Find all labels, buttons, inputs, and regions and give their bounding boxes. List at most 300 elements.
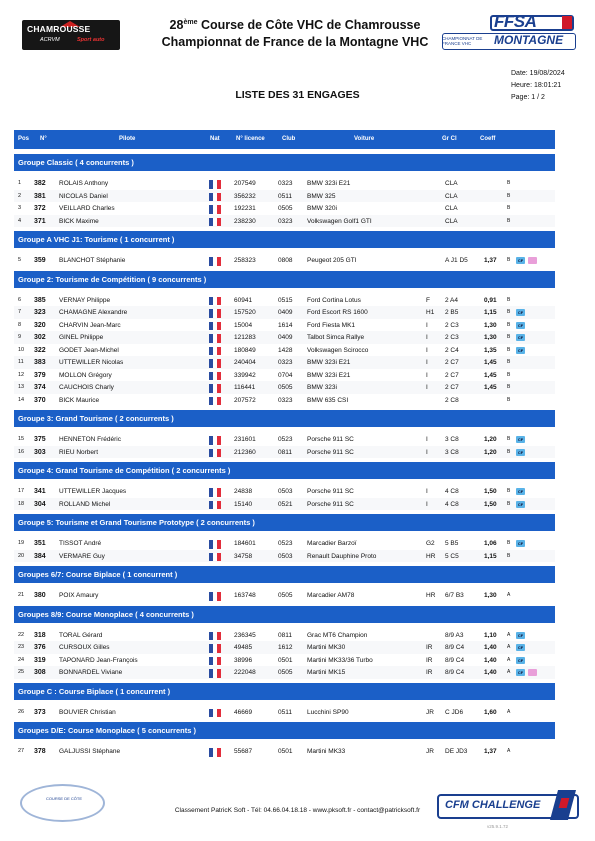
table-row (14, 654, 555, 667)
cell-number: 376 (34, 644, 46, 651)
cell-position: 26 (18, 708, 25, 715)
print-date: Date: 19/08/2024 (511, 70, 565, 77)
france-flag-icon (209, 632, 221, 641)
cell-club: 0811 (278, 448, 292, 456)
cell-number: 323 (34, 309, 46, 316)
cell-position: 6 (18, 296, 22, 303)
cell-position: 9 (18, 334, 22, 340)
cell-car: BMW 325 (307, 192, 336, 200)
table-row (14, 745, 555, 758)
cell-coefficient: 1,35 (484, 346, 497, 354)
cell-club: 0505 (278, 205, 293, 212)
cell-driver: TORAL Gérard (59, 631, 103, 639)
cell-position: 24 (18, 656, 25, 663)
france-flag-icon (209, 193, 221, 202)
table-row (14, 498, 555, 511)
cell-position: 22 (18, 631, 25, 638)
cell-car: Lucchini SP90 (307, 708, 349, 716)
title-number: 28 (169, 18, 184, 33)
cell-group-class: CLA (445, 180, 458, 187)
col-club: Club (282, 136, 296, 142)
cell-club: 0323 (278, 217, 293, 225)
table-row (14, 344, 555, 357)
col-no: N° (40, 136, 47, 142)
cell-licence: 34758 (234, 552, 253, 560)
cell-driver: ROLAIS Anthony (59, 180, 109, 187)
cell-category: JR (426, 708, 434, 716)
col-voiture: Voiture (354, 136, 375, 142)
cell-licence: 15140 (234, 500, 253, 508)
cell-series: B (507, 217, 511, 224)
france-flag-icon (209, 501, 221, 510)
cell-position: 18 (18, 500, 25, 507)
logo-line3: Sport auto (77, 37, 105, 43)
cell-driver: MOLLON Grégory (59, 371, 112, 379)
cell-club: 0501 (278, 748, 293, 755)
cell-club: 0704 (278, 371, 293, 379)
cell-group-class: 8/9 C4 (445, 644, 465, 651)
ffsa-brand: FFSA (494, 12, 537, 31)
cell-club: 0503 (278, 488, 293, 495)
cell-coefficient: 1,06 (484, 540, 497, 547)
group-header: Groupe A VHC J1: Tourisme ( 1 concurrent ) (14, 231, 555, 248)
cell-licence: 339942 (234, 371, 256, 379)
cf-badge: CF (517, 322, 524, 328)
cell-coefficient: 1,40 (484, 669, 497, 676)
cell-coefficient: 1,30 (484, 321, 497, 329)
france-flag-icon (209, 436, 221, 445)
cell-coefficient: 0,91 (484, 296, 497, 304)
cf-badge: CF (517, 489, 524, 494)
cell-position: 3 (18, 205, 22, 211)
cfm-text: CFM CHALLENGE (445, 799, 541, 811)
cell-car: BMW 320i (307, 205, 337, 212)
cell-driver: BLANCHOT Stéphanie (59, 257, 126, 264)
cell-car: Talbot Simca Rallye (307, 334, 365, 341)
cell-coefficient: 1,10 (484, 631, 497, 639)
cf-badge: CF (517, 437, 524, 442)
cf-badge: CF (517, 645, 524, 650)
table-row (14, 202, 555, 215)
cell-car: Porsche 911 SC (307, 488, 354, 495)
group-header: Groupe C : Course Biplace ( 1 concurrent ) (14, 683, 555, 700)
cell-club: 0515 (278, 296, 293, 304)
france-flag-icon (209, 372, 221, 381)
cell-licence: 24838 (234, 488, 253, 495)
cell-licence: 49485 (234, 644, 253, 651)
cell-number: 308 (34, 669, 46, 676)
cell-position: 4 (18, 217, 22, 224)
cell-club: 0511 (278, 708, 292, 716)
cell-number: 341 (34, 488, 46, 495)
cell-number: 379 (34, 371, 46, 379)
cell-number: 374 (34, 384, 46, 391)
page-title (150, 14, 440, 51)
table-row (14, 641, 555, 654)
cell-group-class: A J1 D5 (445, 257, 468, 264)
cell-series: A (507, 708, 511, 715)
cell-number: 319 (34, 656, 46, 664)
cell-series: A (507, 669, 511, 675)
cell-series: B (507, 205, 511, 211)
cf-badge: CF (517, 541, 524, 546)
cell-series: B (507, 192, 511, 199)
cell-position: 2 (18, 192, 22, 199)
france-flag-icon (209, 709, 221, 718)
cell-club: 0505 (278, 592, 293, 599)
cell-club: 0808 (278, 257, 293, 264)
cell-driver: CHAMAGNE Alexandre (59, 309, 128, 316)
col-nat: Nat (210, 136, 220, 142)
france-flag-icon (209, 644, 221, 653)
table-row (14, 589, 555, 602)
cell-licence: 60941 (234, 296, 253, 304)
footer-logo-text: COURSE DE CÔTE (45, 796, 82, 801)
cell-coefficient: 1,15 (484, 309, 497, 316)
cell-category: IR (426, 656, 433, 664)
cell-club: 0505 (278, 384, 293, 391)
cell-series: A (507, 748, 511, 754)
cell-number: 382 (34, 180, 46, 187)
cell-number: 302 (34, 334, 46, 341)
cell-category: I (426, 488, 428, 495)
print-time: Heure: 18:01:21 (511, 82, 562, 89)
france-flag-icon (209, 488, 221, 497)
cell-club: 0503 (278, 552, 293, 560)
france-flag-icon (209, 347, 221, 356)
cell-group-class: 4 C8 (445, 500, 459, 508)
cell-group-class: 8/9 C4 (445, 656, 465, 664)
cell-licence: 231601 (234, 436, 256, 443)
group-header: Groupe 4: Grand Tourisme de Compétition ( 2 concurrents ) (14, 462, 555, 479)
cell-coefficient: 1,40 (484, 656, 497, 664)
cell-driver: CAUCHOIS Charly (59, 384, 114, 391)
cell-car: Martini MK15 (307, 669, 346, 676)
cell-category: I (426, 321, 428, 329)
france-flag-icon (209, 334, 221, 343)
cell-series: B (507, 296, 511, 303)
cell-category: HR (426, 552, 436, 560)
cf-badge: CF (517, 449, 524, 455)
cell-car: Martini MK30 (307, 644, 346, 651)
cell-coefficient: 1,45 (484, 371, 497, 379)
table-row (14, 485, 555, 498)
cf-badge: CF (517, 501, 524, 507)
cell-category: IR (426, 669, 433, 676)
cell-position: 17 (18, 488, 25, 494)
cell-coefficient: 1,15 (484, 552, 497, 560)
cell-number: 370 (34, 396, 46, 404)
cell-licence: 46669 (234, 708, 253, 716)
cell-coefficient: 1,30 (484, 592, 497, 599)
cell-series: B (507, 321, 511, 328)
cell-car: BMW 323i (307, 384, 337, 391)
france-flag-icon (209, 297, 221, 306)
cell-category: I (426, 448, 428, 456)
cell-driver: BICK Maurice (59, 396, 100, 404)
cell-group-class: C JD6 (445, 708, 464, 716)
cf-badge: CF (517, 657, 524, 663)
cell-driver: GINEL Philippe (59, 334, 104, 341)
france-flag-icon (209, 257, 221, 266)
cell-licence: 157520 (234, 309, 256, 316)
cell-club: 0511 (278, 192, 292, 200)
cell-category: I (426, 359, 428, 366)
cell-club: 0409 (278, 309, 293, 316)
table-row (14, 215, 555, 228)
cell-car: Peugeot 205 GTI (307, 257, 357, 264)
france-flag-icon (209, 449, 221, 458)
cell-group-class: 2 C7 (445, 371, 459, 379)
table-row (14, 394, 555, 407)
cell-number: 359 (34, 257, 46, 264)
cell-series: B (507, 540, 511, 546)
cell-club: 0323 (278, 359, 293, 366)
cell-driver: HENNETON Frédéric (59, 436, 122, 443)
cell-number: 322 (34, 346, 46, 354)
group-header: Groupe 2: Tourisme de Compétition ( 9 concurrents ) (14, 271, 555, 288)
cell-category: I (426, 346, 428, 354)
cell-group-class: 2 C3 (445, 334, 459, 341)
cell-series: A (507, 656, 511, 663)
list-title: LISTE DES 31 ENGAGES (235, 89, 360, 101)
cell-number: 372 (34, 205, 46, 212)
cell-series: B (507, 396, 511, 403)
cell-position: 25 (18, 669, 25, 675)
cell-category: I (426, 371, 428, 379)
cell-group-class: 3 C8 (445, 436, 459, 443)
cell-driver: UTTEWILLER Nicolas (59, 359, 124, 366)
table-row (14, 666, 555, 679)
cell-category: HR (426, 592, 436, 599)
ffsa-montagne-logo (442, 12, 576, 52)
table-row (14, 294, 555, 307)
cell-licence: 356232 (234, 192, 256, 200)
col-grcl: Gr Cl (442, 136, 457, 142)
cell-series: A (507, 592, 511, 598)
cell-position: 23 (18, 644, 25, 650)
cell-series: B (507, 309, 511, 315)
col-coeff: Coeff (480, 136, 496, 142)
cell-club: 1612 (278, 644, 293, 651)
cell-driver: VEILLARD Charles (59, 205, 115, 212)
cell-number: 304 (34, 500, 46, 508)
table-row (14, 177, 555, 190)
group-header: Groupe 3: Grand Tourisme ( 2 concurrents ) (14, 410, 555, 427)
cell-number: 385 (34, 296, 46, 304)
cell-position: 11 (18, 359, 24, 365)
cfm-challenge-logo (437, 794, 579, 819)
cell-licence: 38996 (234, 656, 253, 664)
table-row (14, 446, 555, 459)
cell-group-class: 5 C5 (445, 552, 459, 560)
cell-licence: 207572 (234, 396, 256, 404)
france-flag-icon (209, 553, 221, 562)
ladies-badge (528, 669, 537, 676)
cell-licence: 121283 (234, 334, 256, 341)
france-flag-icon (209, 180, 221, 189)
cell-group-class: 4 C8 (445, 488, 459, 495)
cell-group-class: 2 C8 (445, 396, 459, 404)
cell-number: 384 (34, 552, 46, 560)
title-ordinal: ème (183, 19, 198, 26)
logo-ring (20, 784, 105, 822)
cell-category: I (426, 500, 428, 508)
col-pilote: Pilote (119, 136, 136, 142)
cell-category: I (426, 334, 428, 341)
cell-driver: CHARVIN Jean-Marc (59, 321, 121, 329)
cell-position: 20 (18, 552, 25, 559)
cell-driver: CURSOUX Gilles (59, 644, 110, 651)
cell-driver: VERMARE Guy (59, 552, 105, 560)
france-flag-icon (209, 592, 221, 601)
cell-group-class: 2 C7 (445, 384, 459, 391)
cell-category: F (426, 296, 430, 304)
cf-badge: CF (517, 258, 524, 263)
cell-position: 19 (18, 540, 25, 546)
cell-car: Marcadier AM78 (307, 592, 355, 599)
france-flag-icon (209, 397, 221, 406)
cell-driver: BOUVIER Christian (59, 708, 116, 716)
cell-position: 8 (18, 321, 22, 328)
france-flag-icon (209, 669, 221, 678)
cell-club: 0323 (278, 396, 293, 404)
championship-title: Championnat de France de la Montagne VHC (161, 35, 429, 50)
cell-coefficient: 1,37 (484, 257, 497, 264)
cell-driver: NICOLAS Daniel (59, 192, 108, 200)
france-flag-icon (209, 359, 221, 368)
group-header: Groupe Classic ( 4 concurrents ) (14, 154, 555, 171)
cell-position: 12 (18, 371, 25, 378)
cell-number: 380 (34, 592, 46, 599)
cell-group-class: 2 B5 (445, 309, 459, 316)
cell-coefficient: 1,30 (484, 334, 497, 341)
cell-position: 7 (18, 309, 22, 315)
page-number: Page: 1 / 2 (511, 94, 545, 101)
cell-group-class: 2 C3 (445, 321, 459, 329)
cell-car: BMW 635 CSI (307, 396, 349, 404)
cell-series: A (507, 631, 511, 638)
cell-car: Porsche 911 SC (307, 448, 354, 456)
cell-driver: POIX Amaury (59, 592, 99, 599)
cell-driver: UTTEWILLER Jacques (59, 488, 127, 495)
cell-licence: 258323 (234, 257, 256, 264)
cell-licence: 222048 (234, 669, 256, 676)
cell-position: 21 (18, 592, 25, 598)
cell-car: Martini MK33/36 Turbo (307, 656, 373, 664)
cell-number: 351 (34, 540, 46, 547)
cell-group-class: 5 B5 (445, 540, 459, 547)
cell-number: 383 (34, 359, 46, 366)
cell-group-class: 2 C4 (445, 346, 459, 354)
cell-car: Renault Dauphine Proto (307, 552, 377, 560)
group-header: Groupes 6/7: Course Biplace ( 1 concurrent ) (14, 566, 555, 583)
cell-licence: 236345 (234, 631, 256, 639)
cell-car: BMW 323i E21 (307, 180, 351, 187)
cell-series: B (507, 552, 511, 559)
cell-driver: ROLLAND Michel (59, 500, 111, 508)
table-row (14, 254, 555, 267)
cell-club: 0811 (278, 631, 292, 639)
cell-club: 1614 (278, 321, 293, 329)
cell-coefficient: 1,60 (484, 708, 497, 716)
cell-position: 13 (18, 384, 25, 390)
table-row (14, 537, 555, 550)
cell-car: Porsche 911 SC (307, 500, 354, 508)
title-text: Course de Côte VHC de Chamrousse (197, 18, 421, 33)
cell-group-class: 6/7 B3 (445, 592, 464, 599)
cell-coefficient: 1,37 (484, 748, 497, 755)
cell-position: 1 (18, 180, 22, 186)
cell-coefficient: 1,40 (484, 644, 497, 651)
cell-driver: TISSOT André (59, 540, 102, 547)
cell-car: Martini MK33 (307, 748, 346, 755)
cell-licence: 163748 (234, 592, 256, 599)
cell-coefficient: 1,45 (484, 359, 497, 366)
france-flag-icon (209, 384, 221, 393)
cell-position: 14 (18, 396, 25, 403)
table-header (14, 130, 555, 149)
cell-number: 320 (34, 321, 46, 329)
cell-series: B (507, 488, 511, 494)
cf-badge: CF (517, 670, 524, 675)
cell-position: 16 (18, 448, 25, 455)
cell-licence: 55687 (234, 748, 253, 755)
cell-group-class: DE JD3 (445, 748, 468, 755)
france-flag-icon (209, 218, 221, 227)
cell-category: JR (426, 748, 434, 755)
cell-licence: 192231 (234, 205, 256, 212)
cell-category: I (426, 436, 428, 443)
cell-position: 15 (18, 436, 25, 442)
cell-club: 0501 (278, 656, 293, 664)
cell-licence: 15004 (234, 321, 253, 329)
table-row (14, 706, 555, 719)
france-flag-icon (209, 657, 221, 666)
cf-badge: CF (517, 335, 524, 340)
cell-series: A (507, 644, 511, 650)
cell-series: B (507, 500, 511, 507)
cell-group-class: CLA (445, 192, 458, 200)
cf-badge: CF (517, 347, 524, 353)
cell-series: B (507, 371, 511, 378)
france-flag-icon (209, 748, 221, 757)
cell-licence: 238230 (234, 217, 256, 225)
cell-coefficient: 1,50 (484, 500, 497, 508)
group-header: Groupe 5: Tourisme et Grand Tourisme Prototype ( 2 concurrents ) (14, 514, 555, 531)
cell-driver: VERNAY Philippe (59, 296, 111, 304)
cell-coefficient: 1,20 (484, 436, 497, 443)
cell-category: IR (426, 644, 433, 651)
cell-licence: 184601 (234, 540, 256, 547)
cell-number: 381 (34, 192, 46, 200)
cell-driver: GALJUSSI Stéphane (59, 748, 121, 755)
cell-club: 0521 (278, 500, 293, 508)
france-flag-icon (209, 309, 221, 318)
cell-position: 5 (18, 257, 22, 263)
logo-line2: ACRVM (40, 37, 60, 43)
cell-driver: BONNARDEL Viviane (59, 669, 123, 676)
cell-licence: 180849 (234, 346, 256, 354)
cf-badge: CF (517, 310, 524, 315)
course-de-cote-logo (20, 784, 110, 824)
cell-car: Volkswagen Scirocco (307, 346, 369, 354)
cell-car: Volkswagen Golf1 GTI (307, 217, 372, 225)
cell-car: BMW 323i E21 (307, 371, 351, 379)
ladies-badge (528, 257, 537, 264)
cell-position: 27 (18, 748, 25, 754)
col-pos: Pos (18, 136, 30, 142)
